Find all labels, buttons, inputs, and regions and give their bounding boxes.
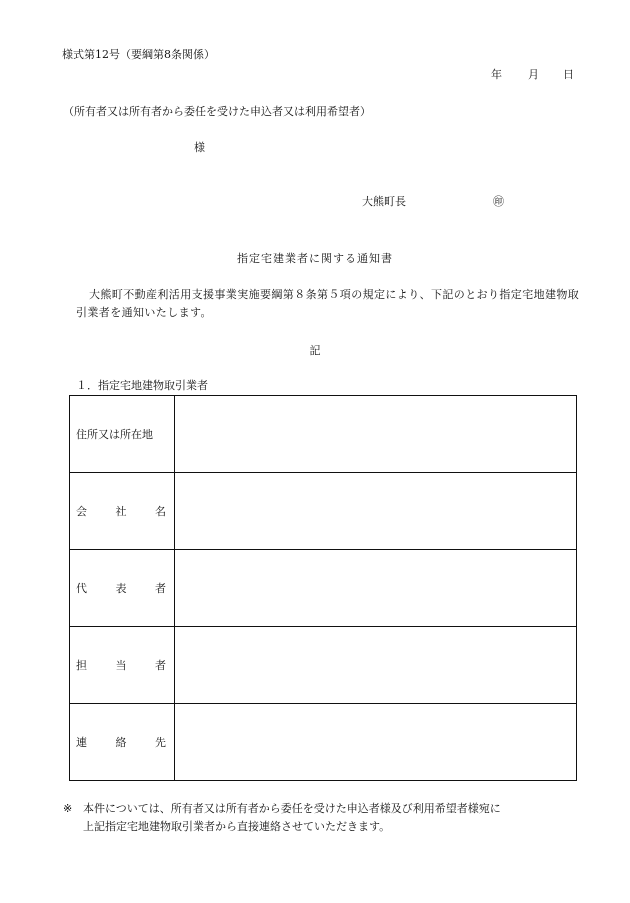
row-label-char: 代 (76, 582, 87, 595)
seal-mark: ㊞ (493, 195, 504, 208)
row-label-char: 会 (76, 505, 87, 518)
contractor-table (69, 395, 577, 781)
row-label-char: 表 (115, 582, 127, 595)
date-day-label: 日 (563, 68, 574, 81)
row-value-cell[interactable] (175, 396, 577, 473)
row-label (70, 396, 175, 473)
section-heading: １．指定宅地建物取引業者 (76, 379, 208, 392)
form-number: 様式第12号（要綱第8条関係） (62, 48, 215, 61)
row-label-char: 担 (76, 659, 87, 672)
table-row (70, 396, 577, 473)
row-value-cell[interactable] (175, 550, 577, 627)
table-row (70, 704, 577, 781)
row-label-char: 当 (115, 659, 127, 672)
row-label-char: 名 (155, 505, 166, 518)
row-label-char: 住所又は所在地 (76, 428, 153, 441)
ki-heading: 記 (309, 344, 321, 357)
note-mark: ※ (63, 802, 73, 815)
row-value-cell[interactable] (175, 627, 577, 704)
body-text: 大熊町不動産利活用支援事業実施要綱第８条第５項の規定により、下記のとおり指定宅地建物取引業者を通知いたします。 (76, 288, 580, 319)
row-label-char: 者 (155, 659, 166, 672)
row-label (70, 550, 175, 627)
row-label (70, 473, 175, 550)
date-month-label: 月 (528, 68, 539, 81)
recipient-honorific: 様 (194, 141, 205, 154)
row-label (70, 627, 175, 704)
row-value-cell[interactable] (175, 704, 577, 781)
date-year-label: 年 (491, 68, 502, 81)
date-line (491, 68, 574, 82)
table-row (70, 550, 577, 627)
row-label-char: 者 (155, 582, 166, 595)
document-title: 指定宅建業者に関する通知書 (237, 252, 393, 265)
sender-name: 大熊町長 (362, 195, 406, 208)
row-label-char: 先 (155, 736, 166, 749)
row-label (70, 704, 175, 781)
recipient-caption: （所有者又は所有者から委任を受けた申込者又は利用希望者） (63, 105, 371, 118)
row-value-cell[interactable] (175, 473, 577, 550)
table-row (70, 473, 577, 550)
note-line-1: 本件については、所有者又は所有者から委任を受けた申込者様及び利用希望者様宛に (83, 802, 501, 815)
table-row (70, 627, 577, 704)
row-label-char: 社 (115, 505, 127, 518)
row-label-char: 連 (76, 736, 87, 749)
note-line-2: 上記指定宅地建物取引業者から直接連絡させていただきます。 (83, 820, 391, 833)
footnote (63, 800, 588, 836)
row-label-char: 絡 (115, 736, 127, 749)
